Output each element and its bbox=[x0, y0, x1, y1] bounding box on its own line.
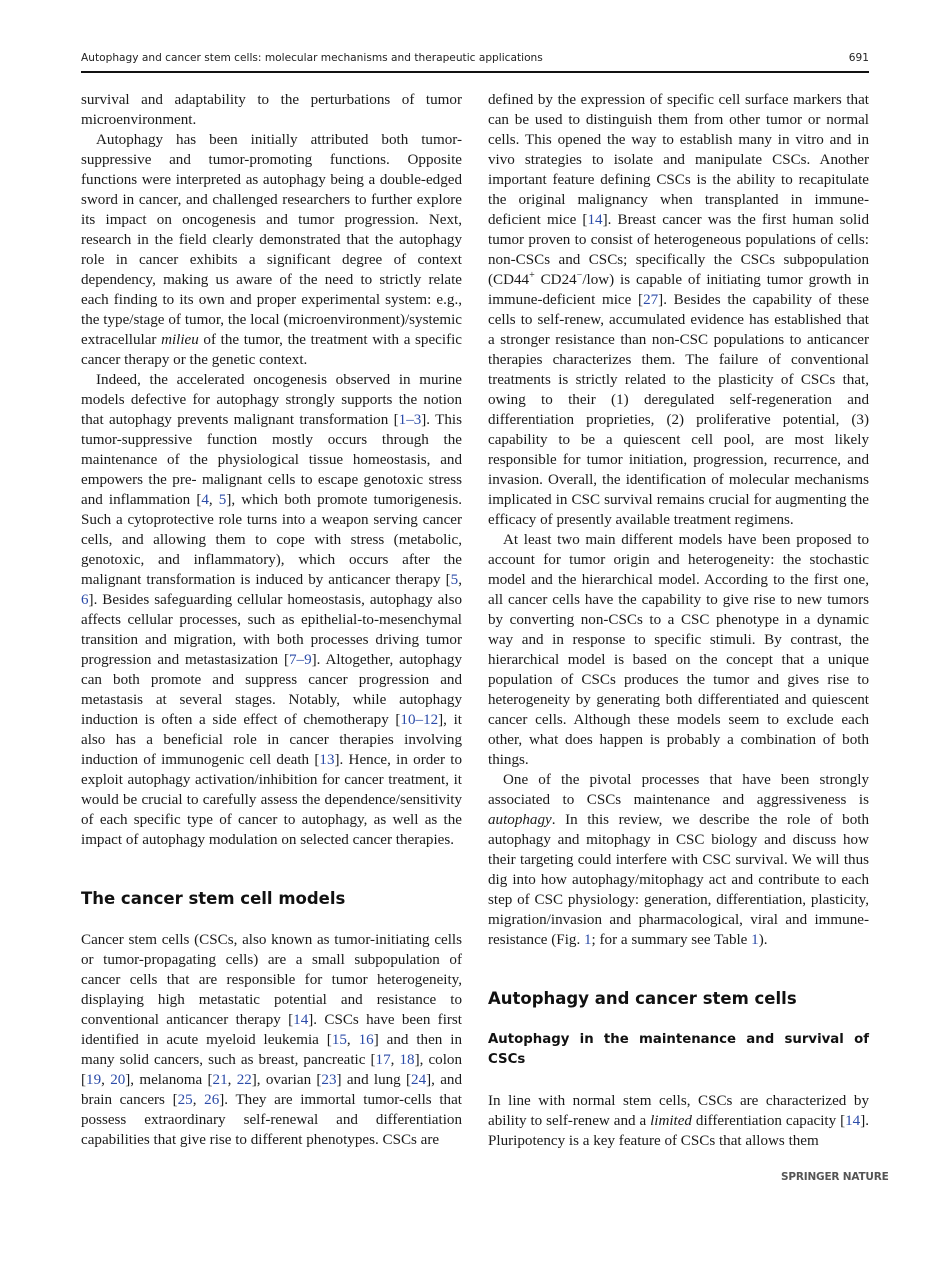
text-run: ], colon [ bbox=[81, 1052, 463, 1088]
paragraph bbox=[488, 530, 869, 770]
citation-link[interactable]: 17 bbox=[375, 1052, 391, 1068]
citation-link[interactable]: 5 bbox=[450, 572, 459, 588]
paragraph bbox=[81, 130, 462, 370]
citation-link[interactable]: 22 bbox=[236, 1072, 252, 1088]
citation-link[interactable]: 20 bbox=[110, 1072, 126, 1088]
text-run: ], ovarian [ bbox=[251, 1072, 322, 1088]
text-run: , bbox=[208, 492, 219, 508]
text-run: ; for a summary see Table bbox=[591, 932, 752, 948]
text-run: , bbox=[101, 1072, 111, 1088]
text-run: ]. Besides the capability of these cells to self-renew, accumulated evidence has established that a stronger resistance than non-CSC populations to anticancer therapies characterizes them. The failure of conventional treatments is strictly related to the plasticity of CSCs that, owing to their (1) deregulated self-regeneration and differentiation proprieties, (2) proliferative potential, (3) capability to be a quiescent cell pool, are most likely responsible for tumor initiation, progression, recurrence, and invasion. Overall, the identification of molecular mechanisms implicated in CSC survival remains crucial for augmenting the efficacy of presently available treatment regimens. bbox=[488, 292, 869, 528]
text-run: Autophagy and cancer stem cells bbox=[488, 989, 797, 1008]
text-run: /low) is capable of initiating tumor growth in immune-deficient mice [ bbox=[488, 272, 869, 308]
citation-link[interactable]: 18 bbox=[399, 1052, 415, 1068]
section-heading bbox=[488, 989, 869, 1009]
paragraph bbox=[488, 1091, 869, 1151]
springer-nature-logo: SPRINGER NATURE bbox=[781, 1171, 889, 1183]
text-run: ]. They are immortal tumor-cells that possess extraordinary self-renewal and differentiation capabilities that give rise to different phenotypes. CSCs are bbox=[81, 1092, 462, 1148]
text-run: At least two main different models have been proposed to account for tumor origin and heterogeneity: the stochastic model and the hierarchical model. According to the first one, all cancer cells have the capability to give rise to new tumors by converting non-CSCs to a CSC phenotype in a dynamic way and in response to specific stimuli. By contrast, the hierarchical model is based on the concept that a unique population of CSCs produces the tumor and gives rise to heterogeneity by generating both differentiated and quiescent cancer cells. Although these models seem to exclude each other, what does happen is probably a combination of both things. bbox=[488, 532, 869, 768]
citation-link[interactable]: 10–12 bbox=[400, 712, 439, 728]
text-run: ]. Besides safeguarding cellular homeostasis, autophagy also affects cellular processes, such as epithelial-to-mesenchymal transition and migration, with both processes driving tumor progression and metastasization [ bbox=[81, 592, 462, 668]
text-run: survival and adaptability to the perturbations of tumor microenvironment. bbox=[81, 92, 462, 128]
citation-link[interactable]: 14 bbox=[587, 212, 603, 228]
citation-link[interactable]: 5 bbox=[218, 492, 227, 508]
text-run: ]. CSCs have been first identified in acute myeloid leukemia [ bbox=[81, 1012, 462, 1048]
text-run: Autophagy in the maintenance and survival of CSCs bbox=[488, 1032, 869, 1067]
text-run: ] and lung [ bbox=[336, 1072, 412, 1088]
text-run: The cancer stem cell models bbox=[81, 889, 346, 908]
italic-text: limited bbox=[650, 1113, 692, 1129]
text-run: , bbox=[346, 1032, 359, 1048]
text-run: Autophagy has been initially attributed both tumor-suppressive and tumor-promoting functions. Opposite functions were interpreted as autophagy being a double-edged sword in cancer, and challenged researchers to further explore its impact on oncogenesis and tumor progression. Next, research in the field clearly demonstrated that the autophagy role in cancer exhibits a significant degree of context dependency, making us aware of the need to strictly relate each finding to its own and proper experimental system: e.g., the type/stage of tumor, the local (microenvironment)/systemic extracellular bbox=[81, 132, 462, 348]
text-run: ] and then in many solid cancers, such as breast, pancreatic [ bbox=[81, 1032, 462, 1068]
citation-link[interactable]: 13 bbox=[319, 752, 335, 768]
text-run: , bbox=[458, 572, 462, 588]
text-run: , bbox=[192, 1092, 205, 1108]
citation-link[interactable]: 14 bbox=[293, 1012, 309, 1028]
citation-link[interactable]: 16 bbox=[358, 1032, 374, 1048]
text-run: CD24 bbox=[534, 272, 577, 288]
paragraph bbox=[81, 930, 462, 1150]
text-run: ], melanoma [ bbox=[125, 1072, 213, 1088]
citation-link[interactable]: 26 bbox=[204, 1092, 220, 1108]
citation-link[interactable]: 1–3 bbox=[398, 412, 422, 428]
text-run: Indeed, the accelerated oncogenesis observed in murine models defective for autophagy strongly supports the notion that autophagy prevents malignant transformation [ bbox=[81, 372, 462, 428]
paragraph bbox=[488, 90, 869, 530]
citation-link[interactable]: 6 bbox=[81, 592, 89, 608]
paragraph bbox=[81, 370, 462, 850]
text-run: ]. This tumor-suppressive function mostly occurs through the maintenance of the physiological tissue homeostasis, and empowers the pre- malignant cells to escape genotoxic stress and inflammation [ bbox=[81, 412, 462, 508]
text-run: ], and brain cancers [ bbox=[81, 1072, 462, 1108]
text-run: ]. Pluripotency is a key feature of CSCs that allows them bbox=[488, 1113, 869, 1149]
citation-link[interactable]: 14 bbox=[845, 1113, 861, 1129]
citation-link[interactable]: 27 bbox=[643, 292, 659, 308]
text-run: . In this review, we describe the role of both autophagy and mitophagy in CSC biology and discuss how their targeting could interfere with CSC survival. We will thus dig into how autophagy/mitophagy act and contribute to each step of CSC physiology: generation, differentiation, plasticity, migration/invasion and pharmacological, viral and immune-resistance (Fig. bbox=[488, 812, 869, 948]
citation-link[interactable]: 21 bbox=[212, 1072, 228, 1088]
section-heading bbox=[81, 889, 462, 909]
italic-text: milieu bbox=[161, 332, 199, 348]
superscript: + bbox=[529, 270, 535, 281]
running-header bbox=[81, 52, 869, 64]
text-run: ]. Hence, in order to exploit autophagy activation/inhibition for cancer treatment, it would be crucial to carefully assess the dependence/sensitivity of each specific type of cancer to autophagy, as well as the impact of autophagy modulation on selected cancer therapies. bbox=[81, 752, 462, 848]
citation-link[interactable]: 7–9 bbox=[289, 652, 312, 668]
text-run: defined by the expression of specific cell surface markers that can be used to distinguish them from other tumor or normal cells. This opened the way to establish many in vitro and in vivo strategies to isolate and manipulate CSCs. Another important feature defining CSCs is the ability to recapitulate the original malignancy when transplanted in immune-deficient mice [ bbox=[488, 92, 869, 228]
text-run: Cancer stem cells (CSCs, also known as tumor-initiating cells or tumor-propagating cells) are a small subpopulation of cancer cells that are responsible for tumor heterogeneity, displaying high metastatic potential and resistance to conventional anticancer therapy [ bbox=[81, 932, 462, 1028]
subsection-heading bbox=[488, 1030, 869, 1070]
left-column bbox=[81, 90, 462, 1150]
header-rule bbox=[81, 71, 869, 73]
paragraph bbox=[488, 770, 869, 950]
text-run: , bbox=[227, 1072, 237, 1088]
text-run: ], which both promote tumorigenesis. Such a cytoprotective role turns into a weapon serving cancer cells, and allowing them to cope with stress (metabolic, genotoxic, and inflammatory), which occurs after the malignant transformation is induced by anticancer therapy [ bbox=[81, 492, 462, 588]
paragraph bbox=[81, 90, 462, 130]
superscript: − bbox=[576, 270, 583, 281]
citation-link[interactable]: 4 bbox=[201, 492, 209, 508]
citation-link[interactable]: 19 bbox=[86, 1072, 102, 1088]
citation-link[interactable]: 1 bbox=[584, 932, 592, 948]
citation-link[interactable]: 1 bbox=[751, 932, 759, 948]
text-run: ]. Altogether, autophagy can both promote and suppress cancer progression and metastasis at several stages. Notably, while autophagy induction is often a side effect of chemotherapy [ bbox=[81, 652, 462, 728]
citation-link[interactable]: 15 bbox=[331, 1032, 347, 1048]
citation-link[interactable]: 25 bbox=[177, 1092, 193, 1108]
text-run: , bbox=[390, 1052, 400, 1068]
text-run: ). bbox=[758, 932, 768, 948]
citation-link[interactable]: 24 bbox=[411, 1072, 427, 1088]
running-title: Autophagy and cancer stem cells: molecular mechanisms and therapeutic applications bbox=[81, 52, 543, 64]
text-run: ], it also has a beneficial role in cancer therapies involving induction of immunogenic cell death [ bbox=[81, 712, 462, 768]
text-run: ]. Breast cancer was the first human solid tumor proven to consist of heterogeneous populations of cells: non-CSCs and CSCs; specifically the CSCs subpopulation (CD44 bbox=[488, 212, 869, 288]
text-run: One of the pivotal processes that have been strongly associated to CSCs maintenance and aggressiveness is bbox=[488, 772, 869, 808]
text-run: In line with normal stem cells, CSCs are characterized by ability to self-renew and a bbox=[488, 1093, 869, 1129]
text-run: of the tumor, the treatment with a specific cancer therapy or the genetic context. bbox=[81, 332, 462, 368]
text-run: differentiation capacity [ bbox=[691, 1113, 846, 1129]
citation-link[interactable]: 23 bbox=[321, 1072, 337, 1088]
page-number: 691 bbox=[848, 52, 869, 64]
right-column bbox=[488, 90, 869, 1151]
italic-text: autophagy bbox=[488, 812, 552, 828]
